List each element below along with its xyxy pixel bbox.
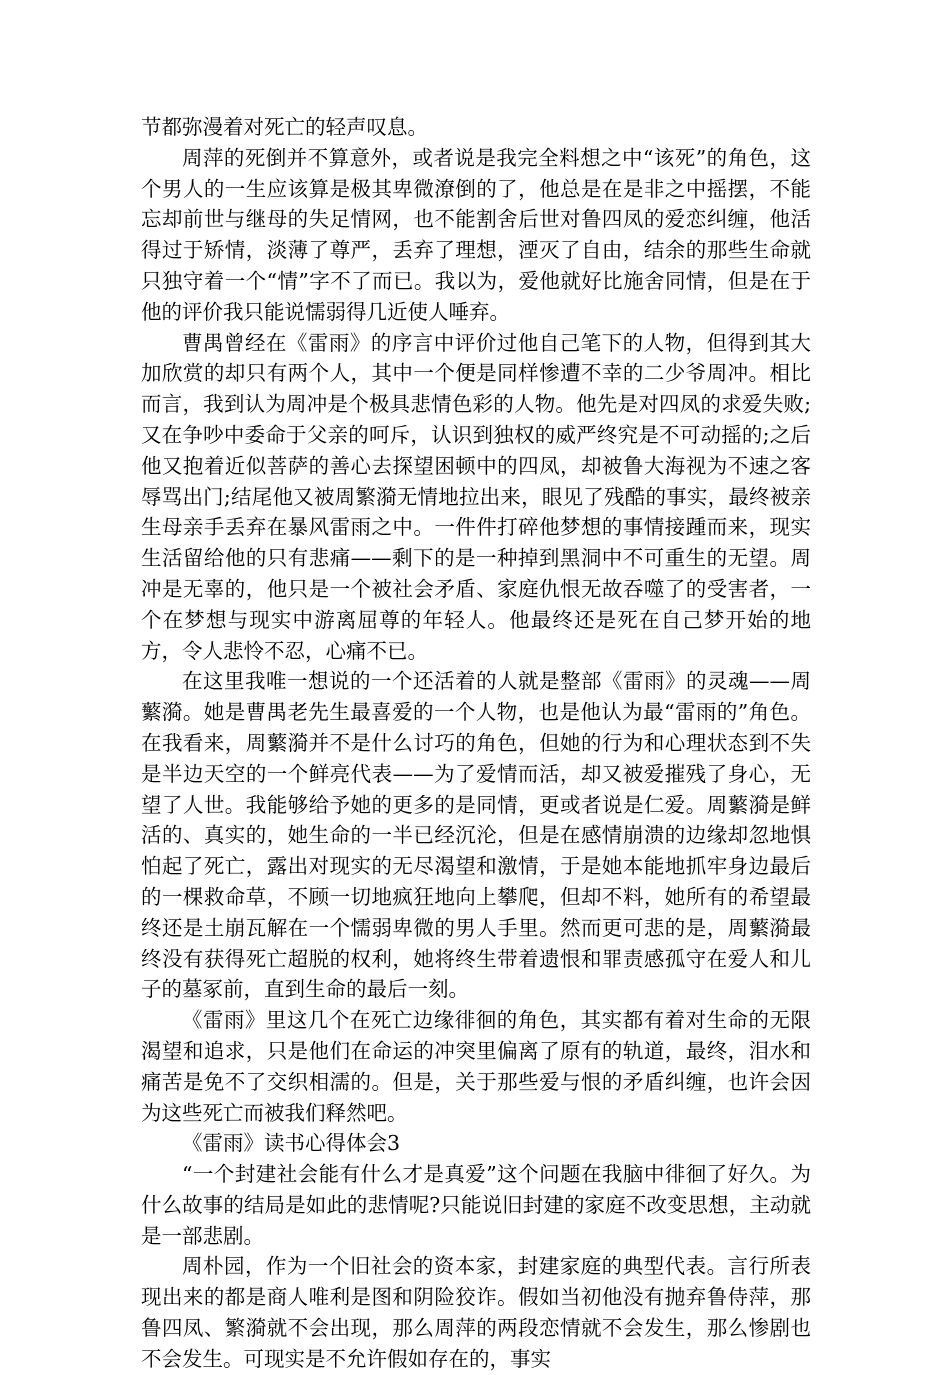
paragraph-continuation: 节都弥漫着对死亡的轻声叹息。 (141, 115, 428, 139)
paragraph-zhou-chong: 曹禺曾经在《雷雨》的序言中评价过他自己笔下的人物，但得到其大加欣赏的却只有两个人，其中一个便是同样惨遭不幸的二少爷周冲。相比而言，我到认为周冲是个极具悲情色彩的人物。他先是对四凤的求爱失败;又在争吵中委命于父亲的呵斥，认识到独权的威严终究是不可动摇的;之后他又抱着近似菩萨的善心去探望困顿中的四凤，却被鲁大海视为不速之客辱骂出门;结尾他又被周繁漪无情地拉出来，眼见了残酷的事实，最终被亲生母亲手丢弃在暴风雷雨之中。一件件打碎他梦想的事情接踵而来，现实生活留给他的只有悲痛——剩下的是一种掉到黑洞中不可重生的无望。周冲是无辜的，他只是一个被社会矛盾、家庭仇恨无故吞噬了的受害者，一个在梦想与现实中游离屈尊的年轻人。他最终还是死在自己梦开始的地方，令人悲怜不忍，心痛不已。 (141, 330, 811, 663)
paragraph-zhou-ping: 周萍的死倒并不算意外，或者说是我完全料想之中“该死”的角色，这个男人的一生应该算是极其卑微潦倒的了，他总是在是非之中摇摆，不能忘却前世与继母的失足情网，也不能割舍后世对鲁四凤的爱恋纠缠，他活得过于矫情，淡薄了尊严，丢弃了理想，湮灭了自由，结余的那些生命就只独守着一个“情”字不了而已。我以为，爱他就好比施舍同情，但是在于他的评价我只能说懦弱得几近使人唾弃。 (141, 145, 811, 324)
paragraph-zhou-puyuan: 周朴园，作为一个旧社会的资本家，封建家庭的典型代表。言行所表现出来的都是商人唯利是图和阴险狡诈。假如当初他没有抛弃鲁侍萍，那鲁四凤、繁漪就不会出现，那么周萍的两段恋情就不会发生，那么惨剧也不会发生。可现实是不允许假如存在的，事实 (141, 1254, 811, 1371)
paragraph-fan-yi: 在这里我唯一想说的一个还活着的人就是整部《雷雨》的灵魂——周蘩漪。她是曹禺老先生最喜爱的一个人物，也是他认为最“雷雨的”角色。在我看来，周蘩漪并不是什么讨巧的角色，但她的行为和心理状态到不失是半边天空的一个鲜亮代表——为了爱情而活，却又被爱摧残了身心，无望了人世。我能够给予她的更多的是同情，更或者说是仁爱。周蘩漪是鲜活的、真实的，她生命的一半已经沉沦，但是在感情崩溃的边缘却忽地惧怕起了死亡，露出对现实的无尽渴望和激情，于是她本能地抓牢身边最后的一棵救命草，不顾一切地疯狂地向上攀爬，但却不料，她所有的希望最终还是土崩瓦解在一个懦弱卑微的男人手里。然而更可悲的是，周蘩漪最终没有获得死亡超脱的权利，她将终生带着遗恨和罪责感孤守在爱人和儿子的墓冢前，直到生命的最后一刻。 (141, 669, 811, 1002)
paragraph-conclusion: 《雷雨》里这几个在死亡边缘徘徊的角色，其实都有着对生命的无限渴望和追求，只是他们在命运的冲突里偏离了原有的轨道，最终，泪水和痛苦是免不了交织相濡的。但是，关于那些爱与恨的矛盾纠缠，也许会因为这些死亡而被我们释然吧。 (141, 1008, 811, 1125)
paragraph-true-love: “一个封建社会能有什么才是真爱”这个问题在我脑中徘徊了好久。为什么故事的结局是如此的悲情呢?只能说旧封建的家庭不改变思想，主动就是一部悲剧。 (141, 1162, 811, 1248)
section-heading: 《雷雨》读书心得体会3 (182, 1131, 401, 1156)
document-page (141, 112, 811, 1375)
